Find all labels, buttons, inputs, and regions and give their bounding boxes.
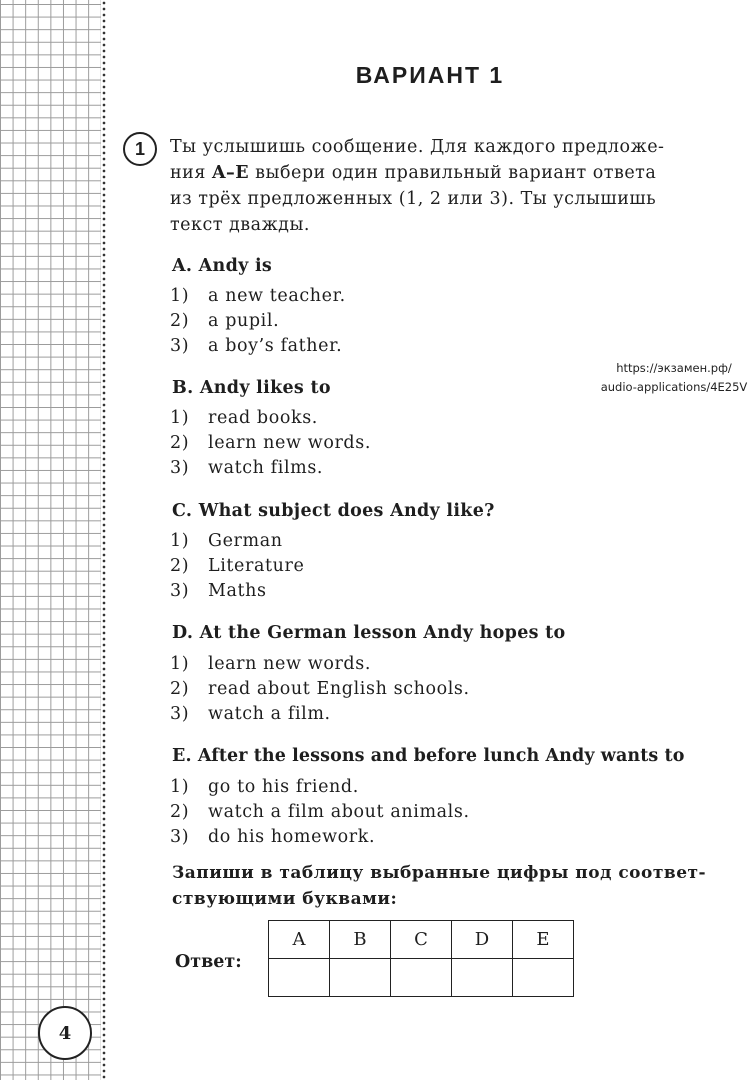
option-number: 3): [170, 827, 190, 847]
answer-cell-c[interactable]: [391, 959, 452, 997]
option-number: 3): [170, 336, 190, 356]
answer-cell-e[interactable]: [513, 959, 574, 997]
question-c-option-1: [170, 531, 283, 551]
question-e-option-2: [170, 802, 470, 822]
page-title: ВАРИАНТ 1: [355, 62, 505, 88]
option-number: 2): [170, 556, 190, 576]
instruction-line: из трёх предложенных (1, 2 или 3). Ты услышишь: [170, 189, 657, 209]
task-instruction: [170, 134, 738, 238]
answer-cell-d[interactable]: [452, 959, 513, 997]
answer-header-b: B: [330, 921, 391, 959]
answer-table-input-row: [269, 959, 574, 997]
grid-margin: [0, 0, 101, 1080]
option-number: 1): [170, 654, 190, 674]
answer-cell-b[interactable]: [330, 959, 391, 997]
option-text: do his homework.: [208, 827, 376, 847]
answer-table: [268, 920, 574, 997]
option-text: Literature: [208, 556, 305, 576]
instruction-text: выбери один правильный вариант ответа: [249, 163, 657, 183]
option-number: 1): [170, 286, 190, 306]
answer-header-e: E: [513, 921, 574, 959]
answer-table-header-row: [269, 921, 574, 959]
option-number: 2): [170, 802, 190, 822]
question-a-option-1: [170, 286, 346, 306]
instruction-letters: A–E: [211, 163, 250, 183]
instruction-text: ния: [170, 163, 212, 183]
task-number-badge: 1: [123, 132, 157, 166]
question-a-option-2: [170, 311, 279, 331]
answer-header-d: D: [452, 921, 513, 959]
option-text: learn new words.: [208, 433, 371, 453]
question-b-option-1: [170, 408, 318, 428]
page-number: 4: [38, 1006, 92, 1060]
instruction-line: текст дважды.: [170, 215, 310, 235]
question-b-option-3: [170, 458, 323, 478]
write-instruction: [172, 860, 738, 912]
option-text: read books.: [208, 408, 318, 428]
question-d-option-2: [170, 679, 470, 699]
option-text: watch a film.: [208, 704, 331, 724]
option-number: 2): [170, 679, 190, 699]
instruction-line: Ты услышишь сообщение. Для каждого предложе-: [170, 137, 665, 157]
option-text: a pupil.: [208, 311, 280, 331]
option-number: 2): [170, 433, 190, 453]
question-c-label: C. What subject does Andy like?: [172, 501, 495, 521]
option-text: a new teacher.: [208, 286, 346, 306]
option-text: watch a film about animals.: [208, 802, 470, 822]
answer-header-a: A: [269, 921, 330, 959]
question-d-option-3: [170, 704, 331, 724]
question-e-option-3: [170, 827, 375, 847]
option-text: go to his friend.: [208, 777, 359, 797]
write-instruction-line: Запиши в таблицу выбранные цифры под соответ-: [172, 863, 707, 883]
instruction-line: [170, 160, 738, 186]
question-d-label: D. At the German lesson Andy hopes to: [172, 623, 566, 643]
audio-url-line-2[interactable]: audio-applications/4E25V: [600, 380, 748, 394]
answer-header-c: C: [391, 921, 452, 959]
question-c-option-2: [170, 556, 304, 576]
option-text: watch films.: [208, 458, 324, 478]
option-number: 3): [170, 581, 190, 601]
question-a-label: A. Andy is: [172, 256, 273, 276]
option-text: learn new words.: [208, 654, 371, 674]
answer-label: Ответ:: [175, 952, 242, 972]
question-c-option-3: [170, 581, 267, 601]
question-d-option-1: [170, 654, 371, 674]
option-number: 3): [170, 458, 190, 478]
option-number: 3): [170, 704, 190, 724]
option-text: German: [208, 531, 283, 551]
option-number: 1): [170, 777, 190, 797]
question-b-option-2: [170, 433, 371, 453]
option-number: 1): [170, 531, 190, 551]
answer-cell-a[interactable]: [269, 959, 330, 997]
perforation-line: [101, 0, 107, 1080]
option-text: read about English schools.: [208, 679, 470, 699]
question-b-label: B. Andy likes to: [172, 378, 331, 398]
question-e-label: E. After the lessons and before lunch Andy wants to: [172, 746, 685, 766]
option-number: 1): [170, 408, 190, 428]
audio-url-line-1[interactable]: https://экзамен.рф/: [616, 361, 732, 375]
option-text: a boy’s father.: [208, 336, 343, 356]
option-number: 2): [170, 311, 190, 331]
question-a-option-3: [170, 336, 342, 356]
question-e-option-1: [170, 777, 359, 797]
option-text: Maths: [208, 581, 267, 601]
write-instruction-line: ствующими буквами:: [172, 889, 398, 909]
